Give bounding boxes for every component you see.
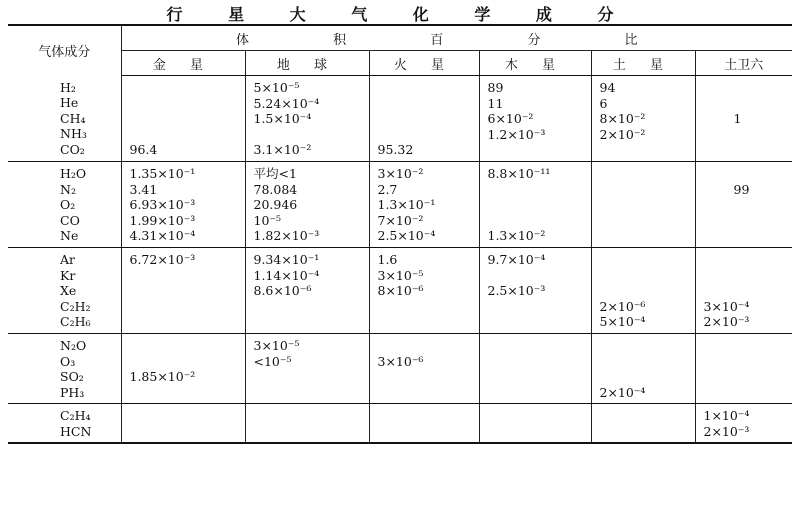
value <box>704 96 793 112</box>
value-cell-saturn <box>591 404 695 444</box>
value: 3.41 <box>129 181 158 197</box>
value <box>600 197 695 213</box>
value <box>600 252 695 268</box>
value <box>704 252 793 268</box>
gas-name: Ne <box>60 228 79 244</box>
value-cell-earth <box>245 404 369 444</box>
value: 5×10⁻⁵ <box>253 80 300 95</box>
value: 1.14×10⁻⁴ <box>253 267 320 283</box>
gas-name: CO <box>60 212 80 228</box>
gas-name: He <box>60 95 79 111</box>
value: 20.946 <box>253 197 298 213</box>
value <box>130 408 245 424</box>
value: 2×10⁻³ <box>703 314 750 330</box>
value <box>704 127 793 143</box>
value-cell-earth <box>245 76 369 162</box>
value <box>600 408 695 424</box>
value <box>704 369 793 385</box>
value: 3×10⁻⁶ <box>377 353 424 369</box>
value <box>488 424 591 440</box>
gas-name: Ar <box>60 251 76 267</box>
value <box>130 299 245 315</box>
value: 6 <box>599 95 608 111</box>
value: 1.99×10⁻³ <box>129 212 196 228</box>
value: 2.7 <box>377 181 398 197</box>
value: <10⁻⁵ <box>253 353 292 369</box>
value <box>704 142 793 158</box>
value-cell-earth <box>245 247 369 333</box>
value <box>130 111 245 127</box>
value: 6.93×10⁻³ <box>129 197 196 213</box>
value <box>130 80 245 96</box>
gas-name: O₃ <box>60 353 76 369</box>
value: 1.85×10⁻² <box>129 369 196 385</box>
value-cell-titan <box>695 247 792 333</box>
value: 96.4 <box>129 142 158 158</box>
value <box>488 314 591 330</box>
value-cell-titan <box>695 161 792 247</box>
gas-cell <box>8 247 121 333</box>
gas-name: C₂H₆ <box>60 314 91 330</box>
value-cell-earth <box>245 333 369 403</box>
value <box>130 354 245 370</box>
value: 平均<1 <box>253 165 297 181</box>
value-cell-earth <box>245 161 369 247</box>
gas-cell <box>8 76 121 162</box>
planet-header-titan: 土卫六 <box>695 51 792 76</box>
table-title: 行 星 大 气 化 学 成 分 <box>166 5 634 24</box>
value <box>704 166 793 182</box>
volume-percent-header: 体 积 百 分 比 <box>121 25 792 51</box>
value <box>130 338 245 354</box>
value <box>704 213 793 229</box>
value: 9.34×10⁻¹ <box>253 251 320 267</box>
value <box>378 338 479 354</box>
value: 8×10⁻⁶ <box>377 283 424 299</box>
value-cell-titan <box>695 404 792 444</box>
value <box>704 80 793 96</box>
table-row-group <box>8 161 792 247</box>
value: 2×10⁻⁴ <box>599 384 646 400</box>
value <box>488 385 591 401</box>
value <box>130 385 245 401</box>
gas-name: O₂ <box>60 197 76 213</box>
gas-name: Xe <box>60 283 77 299</box>
value-cell-mars <box>369 404 479 444</box>
value <box>704 385 793 401</box>
atmosphere-composition-table <box>8 24 792 444</box>
value: 99 <box>733 181 750 197</box>
value <box>378 96 479 112</box>
value: 9.7×10⁻⁴ <box>487 251 546 267</box>
value-cell-venus <box>121 76 245 162</box>
value: 5.24×10⁻⁴ <box>253 95 320 111</box>
gas-name: PH₃ <box>60 384 85 400</box>
value-cell-venus <box>121 161 245 247</box>
value: 94 <box>599 80 616 95</box>
gas-name: H₂ <box>60 79 76 95</box>
value <box>704 338 793 354</box>
gas-name: Kr <box>60 267 76 283</box>
value-cell-venus <box>121 247 245 333</box>
value <box>704 268 793 284</box>
value: 4.31×10⁻⁴ <box>129 228 196 244</box>
value <box>488 338 591 354</box>
planet-header-mars: 火 星 <box>369 51 479 76</box>
table-body <box>8 76 792 444</box>
value <box>600 166 695 182</box>
table-row-group <box>8 404 792 444</box>
gas-name: CO₂ <box>60 141 85 157</box>
value: 89 <box>487 80 504 95</box>
value: 1.3×10⁻² <box>487 228 546 244</box>
planet-header-venus: 金 星 <box>121 51 245 76</box>
value-cell-mars <box>369 333 479 403</box>
value <box>130 314 245 330</box>
gas-name: N₂ <box>60 181 76 197</box>
gas-name: N₂O <box>60 337 87 353</box>
value <box>704 283 793 299</box>
value <box>600 424 695 440</box>
gas-name: H₂O <box>60 165 87 181</box>
value-cell-saturn <box>591 333 695 403</box>
value: 1.35×10⁻¹ <box>129 165 196 181</box>
value <box>378 424 479 440</box>
value: 2×10⁻⁶ <box>599 298 646 314</box>
value <box>600 268 695 284</box>
value-cell-saturn <box>591 76 695 162</box>
value-cell-jupiter <box>479 247 591 333</box>
value <box>254 369 369 385</box>
value: 7×10⁻² <box>377 212 424 228</box>
value <box>488 354 591 370</box>
gas-name: C₂H₄ <box>60 408 91 424</box>
value <box>130 268 245 284</box>
gas-cell <box>8 333 121 403</box>
value <box>378 385 479 401</box>
value-cell-mars <box>369 76 479 162</box>
value: 1.82×10⁻³ <box>253 228 320 244</box>
value-cell-saturn <box>591 247 695 333</box>
gas-name: CH₄ <box>60 110 86 126</box>
table-row-group <box>8 333 792 403</box>
value <box>600 182 695 198</box>
value <box>600 283 695 299</box>
value <box>488 299 591 315</box>
value: 1 <box>733 111 742 127</box>
value <box>600 142 695 158</box>
value-cell-venus <box>121 404 245 444</box>
value: 11 <box>487 95 504 111</box>
value <box>704 354 793 370</box>
value <box>704 197 793 213</box>
value: 2×10⁻³ <box>703 423 750 439</box>
value-cell-venus <box>121 333 245 403</box>
value <box>254 314 369 330</box>
value-cell-jupiter <box>479 161 591 247</box>
value <box>488 197 591 213</box>
gas-column-header: 气体成分 <box>8 25 121 76</box>
value: 1.6 <box>377 251 398 267</box>
value <box>488 213 591 229</box>
value <box>254 385 369 401</box>
value: 95.32 <box>377 142 414 158</box>
value <box>130 127 245 143</box>
value <box>130 96 245 112</box>
value <box>254 408 369 424</box>
value: 3×10⁻⁵ <box>377 267 424 283</box>
value: 6×10⁻² <box>487 111 534 127</box>
value <box>600 354 695 370</box>
value: 2×10⁻² <box>599 126 646 142</box>
value <box>378 369 479 385</box>
gas-cell <box>8 404 121 444</box>
value-cell-titan <box>695 333 792 403</box>
value: 8×10⁻² <box>599 111 646 127</box>
value: 6.72×10⁻³ <box>129 251 196 267</box>
gas-name: NH₃ <box>60 126 87 142</box>
value <box>254 127 369 143</box>
value <box>600 338 695 354</box>
value: 3.1×10⁻² <box>253 142 312 158</box>
value <box>488 182 591 198</box>
value-cell-mars <box>369 247 479 333</box>
value: 2.5×10⁻³ <box>487 283 546 299</box>
value <box>378 314 479 330</box>
value: 78.084 <box>253 181 298 197</box>
value: 1×10⁻⁴ <box>703 408 750 424</box>
gas-name: SO₂ <box>60 369 84 385</box>
value: 2.5×10⁻⁴ <box>377 228 436 244</box>
value <box>488 268 591 284</box>
gas-cell <box>8 161 121 247</box>
value: 1.5×10⁻⁴ <box>253 111 312 127</box>
value: 3×10⁻⁴ <box>703 298 750 314</box>
value-cell-mars <box>369 161 479 247</box>
value: 1.3×10⁻¹ <box>377 197 436 213</box>
value <box>378 299 479 315</box>
value: 8.8×10⁻¹¹ <box>487 165 551 181</box>
value: 8.6×10⁻⁶ <box>253 283 312 299</box>
value-cell-jupiter <box>479 333 591 403</box>
value <box>378 127 479 143</box>
value <box>600 228 695 244</box>
value-cell-jupiter <box>479 404 591 444</box>
value <box>378 80 479 96</box>
value <box>254 299 369 315</box>
planet-header-jupiter: 木 星 <box>479 51 591 76</box>
planet-header-saturn: 土 星 <box>591 51 695 76</box>
gas-name: HCN <box>60 423 92 439</box>
value <box>254 424 369 440</box>
value <box>704 228 793 244</box>
value <box>600 369 695 385</box>
value <box>488 408 591 424</box>
value: 10⁻⁵ <box>253 212 282 228</box>
planet-header-earth: 地 球 <box>245 51 369 76</box>
value <box>600 213 695 229</box>
value <box>378 408 479 424</box>
table-row-group <box>8 247 792 333</box>
value <box>130 424 245 440</box>
value: 1.2×10⁻³ <box>487 126 546 142</box>
value-cell-saturn <box>591 161 695 247</box>
gas-name: C₂H₂ <box>60 298 91 314</box>
value <box>378 111 479 127</box>
value <box>488 142 591 158</box>
value-cell-titan <box>695 76 792 162</box>
value: 5×10⁻⁴ <box>599 314 646 330</box>
value: 3×10⁻⁵ <box>253 337 300 353</box>
value <box>488 369 591 385</box>
value <box>130 283 245 299</box>
table-row-group <box>8 76 792 162</box>
value-cell-jupiter <box>479 76 591 162</box>
value: 3×10⁻² <box>377 165 424 181</box>
